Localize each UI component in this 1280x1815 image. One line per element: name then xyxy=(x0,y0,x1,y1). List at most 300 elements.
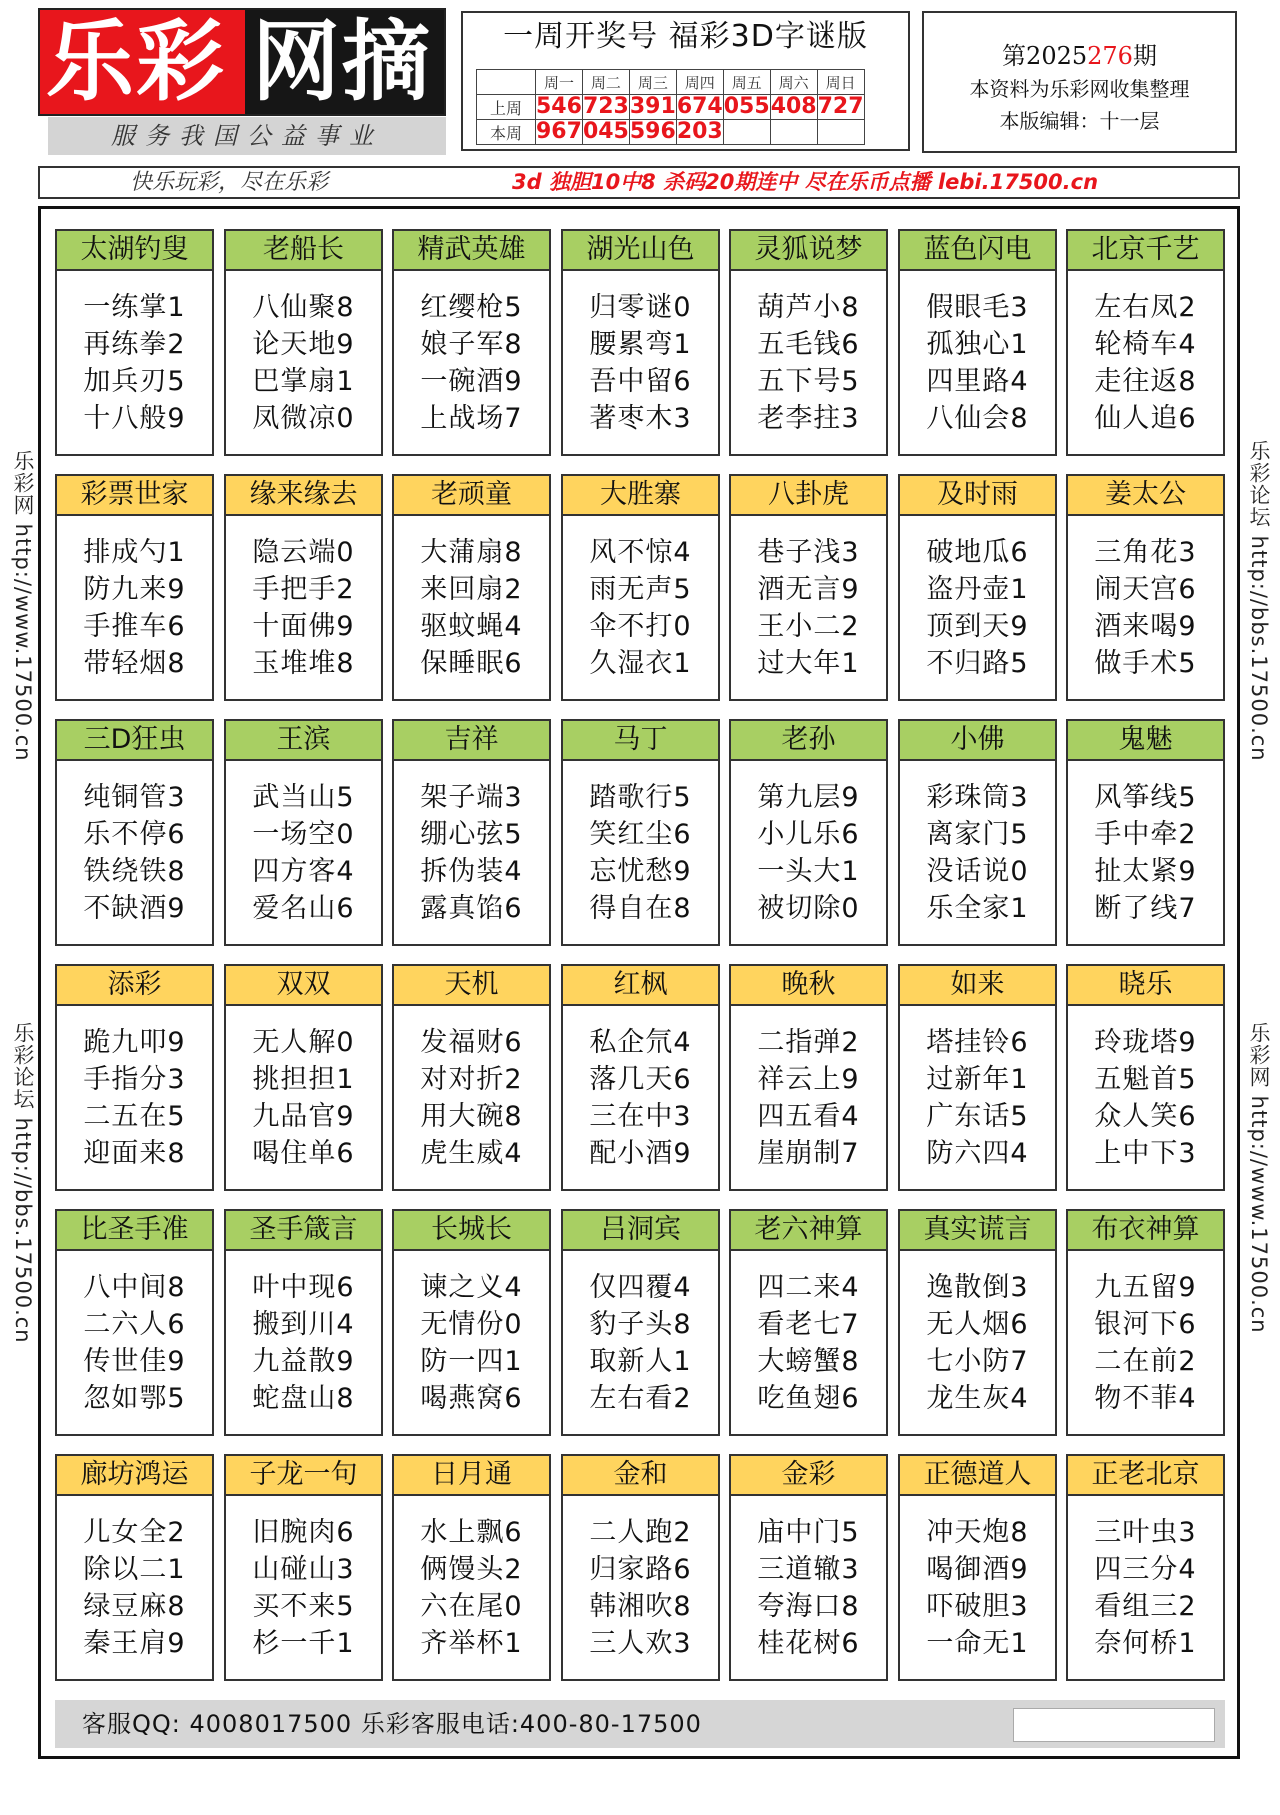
riddle-line: 排成勺1 xyxy=(83,537,186,568)
draw-number: 391 xyxy=(629,94,676,119)
riddle-line: 夸海口8 xyxy=(757,1591,860,1622)
puzzle-card xyxy=(729,474,888,701)
riddle-line: 轮椅车4 xyxy=(1094,329,1197,360)
riddle-line: 喝御酒9 xyxy=(926,1554,1029,1585)
card-riddle-lines xyxy=(394,1514,549,1662)
puzzle-card xyxy=(898,719,1057,946)
riddle-line: 无人解0 xyxy=(252,1027,355,1058)
card-riddle-lines xyxy=(57,1024,212,1172)
riddle-line: 一碗酒9 xyxy=(420,366,523,397)
card-author-title: 长城长 xyxy=(394,1211,549,1251)
riddle-line: 大蒲扇8 xyxy=(420,537,523,568)
card-author-title: 天机 xyxy=(394,966,549,1006)
riddle-line: 二在前2 xyxy=(1094,1346,1197,1377)
puzzle-card xyxy=(392,1454,551,1681)
riddle-line: 久湿衣1 xyxy=(589,648,692,679)
card-author-title: 八卦虎 xyxy=(731,476,886,516)
card-riddle-lines xyxy=(900,1514,1055,1662)
card-riddle-lines xyxy=(1068,289,1223,437)
draw-number: 727 xyxy=(817,94,864,119)
riddle-line: 假眼毛3 xyxy=(926,292,1029,323)
riddle-line: 搬到川4 xyxy=(252,1309,355,1340)
card-riddle-lines xyxy=(900,779,1055,927)
card-riddle-lines xyxy=(226,1024,381,1172)
riddle-line: 物不菲4 xyxy=(1094,1383,1197,1414)
riddle-line: 无情份0 xyxy=(420,1309,523,1340)
issue-number xyxy=(924,41,1235,71)
riddle-line: 八仙聚8 xyxy=(252,292,355,323)
riddle-line: 绿豆麻8 xyxy=(83,1591,186,1622)
riddle-line: 爱名山6 xyxy=(252,893,355,924)
riddle-line: 第九层9 xyxy=(757,782,860,813)
riddle-line: 用大碗8 xyxy=(420,1101,523,1132)
card-author-title: 精武英雄 xyxy=(394,231,549,271)
puzzle-row xyxy=(55,229,1225,463)
day-header: 周五 xyxy=(723,70,770,95)
riddle-line: 小儿乐6 xyxy=(757,819,860,850)
card-riddle-lines xyxy=(900,1269,1055,1417)
puzzle-card xyxy=(561,229,720,456)
riddle-line: 蛇盘山8 xyxy=(252,1383,355,1414)
puzzle-card xyxy=(224,474,383,701)
riddle-line: 孤独心1 xyxy=(926,329,1029,360)
riddle-line: 酒来喝9 xyxy=(1094,611,1197,642)
draw-number: 967 xyxy=(536,119,582,144)
puzzle-card xyxy=(392,719,551,946)
side-text-left-bottom: 乐彩论坛 http://bbs.17500.cn xyxy=(11,1022,35,1344)
day-header: 周一 xyxy=(536,70,583,95)
riddle-line: 雨无声5 xyxy=(589,574,692,605)
puzzle-card xyxy=(224,719,383,946)
logo-text-left: 乐彩 xyxy=(46,10,227,113)
riddle-line: 二六人6 xyxy=(83,1309,186,1340)
draw-number xyxy=(817,120,864,145)
card-riddle-lines xyxy=(57,534,212,682)
riddle-line: 落几天6 xyxy=(589,1064,692,1095)
card-riddle-lines xyxy=(563,534,718,682)
card-author-title: 大胜寨 xyxy=(563,476,718,516)
puzzle-card xyxy=(55,964,214,1191)
riddle-line: 四里路4 xyxy=(926,366,1029,397)
riddle-line: 盗丹壶1 xyxy=(926,574,1029,605)
riddle-line: 挑担担1 xyxy=(252,1064,355,1095)
row-label: 本周 xyxy=(477,120,536,145)
card-riddle-lines xyxy=(394,1269,549,1417)
issue-prefix: 第2025 xyxy=(1002,42,1088,70)
card-author-title: 北京千艺 xyxy=(1068,231,1223,271)
footer-contact: 客服QQ: 4008017500 乐彩客服电话:400-80-17500 xyxy=(82,1710,702,1738)
riddle-line: 伞不打0 xyxy=(589,611,692,642)
riddle-line: 三叶虫3 xyxy=(1094,1517,1197,1548)
card-riddle-lines xyxy=(226,1269,381,1417)
riddle-line: 带轻烟8 xyxy=(83,648,186,679)
puzzle-row xyxy=(55,1454,1225,1688)
puzzle-card xyxy=(561,474,720,701)
riddle-line: 韩湘吹8 xyxy=(589,1591,692,1622)
draw-number xyxy=(770,120,817,145)
puzzle-row xyxy=(55,964,1225,1198)
side-text-left-top: 乐彩网 http://www.17500.cn xyxy=(11,450,35,762)
puzzle-card xyxy=(561,964,720,1191)
riddle-line: 踏歌行5 xyxy=(589,782,692,813)
card-riddle-lines xyxy=(226,779,381,927)
card-riddle-lines xyxy=(1068,534,1223,682)
riddle-line: 秦王肩9 xyxy=(83,1628,186,1659)
riddle-line: 离家门5 xyxy=(926,819,1029,850)
card-riddle-lines xyxy=(1068,1269,1223,1417)
riddle-line: 乐全家1 xyxy=(926,893,1029,924)
riddle-line: 得自在8 xyxy=(589,893,692,924)
card-riddle-lines xyxy=(563,289,718,437)
card-author-title: 吉祥 xyxy=(394,721,549,761)
day-header: 周三 xyxy=(629,70,676,95)
riddle-line: 巴掌扇1 xyxy=(252,366,355,397)
riddle-line: 著枣木3 xyxy=(589,403,692,434)
riddle-line: 四方客4 xyxy=(252,856,355,887)
day-header: 周二 xyxy=(582,70,629,95)
riddle-line: 发福财6 xyxy=(420,1027,523,1058)
riddle-line: 做手术5 xyxy=(1094,648,1197,679)
riddle-line: 露真馅6 xyxy=(420,893,523,924)
card-author-title: 灵狐说梦 xyxy=(731,231,886,271)
card-riddle-lines xyxy=(57,1269,212,1417)
riddle-line: 乐不停6 xyxy=(83,819,186,850)
card-author-title: 金彩 xyxy=(731,1456,886,1496)
puzzle-card xyxy=(729,964,888,1191)
ticker-slogan: 快乐玩彩，尽在乐彩 xyxy=(130,170,329,195)
riddle-line: 庙中门5 xyxy=(757,1517,860,1548)
riddle-line: 儿女全2 xyxy=(83,1517,186,1548)
puzzle-card xyxy=(392,964,551,1191)
riddle-line: 上中下3 xyxy=(1094,1138,1197,1169)
riddle-line: 仅四覆4 xyxy=(589,1272,692,1303)
riddle-line: 巷子浅3 xyxy=(757,537,860,568)
card-author-title: 廊坊鸿运 xyxy=(57,1456,212,1496)
riddle-line: 被切除0 xyxy=(757,893,860,924)
riddle-line: 手把手2 xyxy=(252,574,355,605)
riddle-line: 顶到天9 xyxy=(926,611,1029,642)
riddle-line: 吓破胆3 xyxy=(926,1591,1029,1622)
riddle-line: 五下号5 xyxy=(757,366,860,397)
footer-bar xyxy=(55,1700,1225,1748)
riddle-line: 众人笑6 xyxy=(1094,1101,1197,1132)
riddle-line: 看组三2 xyxy=(1094,1591,1197,1622)
card-riddle-lines xyxy=(900,1024,1055,1172)
riddle-line: 手推车6 xyxy=(83,611,186,642)
riddle-line: 风筝线5 xyxy=(1094,782,1197,813)
draw-row-this-week xyxy=(477,120,865,145)
puzzle-card xyxy=(729,1209,888,1436)
riddle-line: 忽如鄂5 xyxy=(83,1383,186,1414)
riddle-line: 七小防7 xyxy=(926,1346,1029,1377)
riddle-line: 武当山5 xyxy=(252,782,355,813)
puzzle-row xyxy=(55,719,1225,953)
riddle-line: 俩馒头2 xyxy=(420,1554,523,1585)
issue-editor: 本版编辑：十一层 xyxy=(999,109,1160,133)
puzzle-card xyxy=(898,964,1057,1191)
riddle-line: 三道辙3 xyxy=(757,1554,860,1585)
draw-row-last-week xyxy=(477,95,865,120)
card-author-title: 马丁 xyxy=(563,721,718,761)
riddle-line: 驱蚊蝇4 xyxy=(420,611,523,642)
card-author-title: 金和 xyxy=(563,1456,718,1496)
card-riddle-lines xyxy=(563,1269,718,1417)
riddle-line: 逸散倒3 xyxy=(926,1272,1029,1303)
logo-text-right: 网摘 xyxy=(252,10,433,113)
day-header: 周四 xyxy=(676,70,723,95)
riddle-line: 奈何桥1 xyxy=(1094,1628,1197,1659)
riddle-line: 买不来5 xyxy=(252,1591,355,1622)
side-text-right-top: 乐彩论坛 http://bbs.17500.cn xyxy=(1247,440,1271,762)
card-riddle-lines xyxy=(731,1269,886,1417)
riddle-line: 过新年1 xyxy=(926,1064,1029,1095)
site-logo[interactable] xyxy=(38,8,446,116)
card-riddle-lines xyxy=(1068,779,1223,927)
riddle-line: 吾中留6 xyxy=(589,366,692,397)
card-author-title: 三D狂虫 xyxy=(57,721,212,761)
card-author-title: 双双 xyxy=(226,966,381,1006)
draw-number xyxy=(723,120,770,145)
card-author-title: 缘来缘去 xyxy=(226,476,381,516)
card-author-title: 布衣神算 xyxy=(1068,1211,1223,1251)
puzzle-card xyxy=(898,1209,1057,1436)
riddle-line: 葫芦小8 xyxy=(757,292,860,323)
riddle-line: 不缺酒9 xyxy=(83,893,186,924)
riddle-line: 跪九叩9 xyxy=(83,1027,186,1058)
riddle-line: 闹天宫6 xyxy=(1094,574,1197,605)
draw-number: 203 xyxy=(676,119,723,144)
card-author-title: 正德道人 xyxy=(900,1456,1055,1496)
side-text-right-bottom: 乐彩网 http://www.17500.cn xyxy=(1247,1022,1271,1334)
riddle-line: 五毛钱6 xyxy=(757,329,860,360)
card-author-title: 老顽童 xyxy=(394,476,549,516)
riddle-line: 绷心弦5 xyxy=(420,819,523,850)
draw-corner-cell xyxy=(477,70,536,95)
riddle-line: 大螃蟹8 xyxy=(757,1346,860,1377)
card-author-title: 太湖钓叟 xyxy=(57,231,212,271)
puzzle-card xyxy=(561,1209,720,1436)
puzzle-card xyxy=(1066,229,1225,456)
riddle-line: 四五看4 xyxy=(757,1101,860,1132)
card-riddle-lines xyxy=(57,779,212,927)
riddle-line: 取新人1 xyxy=(589,1346,692,1377)
riddle-line: 喝燕窝6 xyxy=(420,1383,523,1414)
riddle-line: 塔挂铃6 xyxy=(926,1027,1029,1058)
card-riddle-lines xyxy=(1068,1514,1223,1662)
riddle-line: 崖崩制7 xyxy=(757,1138,860,1169)
card-author-title: 添彩 xyxy=(57,966,212,1006)
puzzle-card xyxy=(392,229,551,456)
riddle-line: 六在尾0 xyxy=(420,1591,523,1622)
riddle-line: 论天地9 xyxy=(252,329,355,360)
riddle-line: 山碰山3 xyxy=(252,1554,355,1585)
riddle-line: 传世佳9 xyxy=(83,1346,186,1377)
card-author-title: 日月通 xyxy=(394,1456,549,1496)
card-riddle-lines xyxy=(226,1514,381,1662)
puzzle-card xyxy=(561,719,720,946)
riddle-line: 一头大1 xyxy=(757,856,860,887)
riddle-line: 防六四4 xyxy=(926,1138,1029,1169)
riddle-line: 纯铜管3 xyxy=(83,782,186,813)
card-riddle-lines xyxy=(394,534,549,682)
riddle-line: 八中间8 xyxy=(83,1272,186,1303)
riddle-line: 铁绕铁8 xyxy=(83,856,186,887)
riddle-line: 一命无1 xyxy=(926,1628,1029,1659)
card-riddle-lines xyxy=(900,289,1055,437)
riddle-line: 玲珑塔9 xyxy=(1094,1027,1197,1058)
puzzle-row xyxy=(55,474,1225,708)
riddle-line: 玉堆堆8 xyxy=(252,648,355,679)
puzzle-card xyxy=(55,719,214,946)
card-author-title: 真实谎言 xyxy=(900,1211,1055,1251)
card-riddle-lines xyxy=(731,1514,886,1662)
riddle-line: 吃鱼翅6 xyxy=(757,1383,860,1414)
card-riddle-lines xyxy=(563,1514,718,1662)
card-riddle-lines xyxy=(226,289,381,437)
draw-table xyxy=(476,69,865,145)
puzzle-card xyxy=(392,1209,551,1436)
card-riddle-lines xyxy=(1068,1024,1223,1172)
riddle-line: 走往返8 xyxy=(1094,366,1197,397)
card-author-title: 蓝色闪电 xyxy=(900,231,1055,271)
puzzle-row xyxy=(55,1209,1225,1443)
riddle-line: 扯太紧9 xyxy=(1094,856,1197,887)
draw-days-row xyxy=(477,70,865,95)
draw-number: 546 xyxy=(536,94,582,119)
card-author-title: 吕洞宾 xyxy=(563,1211,718,1251)
card-author-title: 晓乐 xyxy=(1068,966,1223,1006)
riddle-line: 老李拄3 xyxy=(757,403,860,434)
riddle-line: 九五留9 xyxy=(1094,1272,1197,1303)
riddle-line: 忘忧愁9 xyxy=(589,856,692,887)
riddle-line: 彩珠筒3 xyxy=(926,782,1029,813)
day-header: 周日 xyxy=(817,70,864,95)
riddle-line: 桂花树6 xyxy=(757,1628,860,1659)
riddle-line: 防九来9 xyxy=(83,574,186,605)
puzzle-card xyxy=(898,474,1057,701)
ticker-bar xyxy=(38,166,1240,199)
draw-number: 055 xyxy=(723,94,770,119)
puzzle-card xyxy=(55,1454,214,1681)
card-author-title: 王滨 xyxy=(226,721,381,761)
riddle-line: 手指分3 xyxy=(83,1064,186,1095)
card-author-title: 比圣手准 xyxy=(57,1211,212,1251)
riddle-line: 四三分4 xyxy=(1094,1554,1197,1585)
puzzle-card xyxy=(729,719,888,946)
card-riddle-lines xyxy=(394,289,549,437)
issue-panel xyxy=(922,11,1237,153)
riddle-line: 风不惊4 xyxy=(589,537,692,568)
card-author-title: 小佛 xyxy=(900,721,1055,761)
riddle-line: 齐举杯1 xyxy=(420,1628,523,1659)
puzzle-card xyxy=(1066,719,1225,946)
riddle-line: 王小二2 xyxy=(757,611,860,642)
card-author-title: 老孙 xyxy=(731,721,886,761)
riddle-line: 迎面来8 xyxy=(83,1138,186,1169)
riddle-line: 九品官9 xyxy=(252,1101,355,1132)
card-riddle-lines xyxy=(731,289,886,437)
draw-number: 596 xyxy=(629,119,676,144)
puzzle-card xyxy=(729,1454,888,1681)
riddle-line: 二五在5 xyxy=(83,1101,186,1132)
card-author-title: 正老北京 xyxy=(1068,1456,1223,1496)
riddle-line: 断了线7 xyxy=(1094,893,1197,924)
footer-blank-box xyxy=(1013,1708,1215,1742)
riddle-line: 左右凤2 xyxy=(1094,292,1197,323)
card-riddle-lines xyxy=(731,779,886,927)
riddle-line: 龙生灰4 xyxy=(926,1383,1029,1414)
riddle-line: 三人欢3 xyxy=(589,1628,692,1659)
card-riddle-lines xyxy=(57,289,212,437)
card-author-title: 如来 xyxy=(900,966,1055,1006)
day-header: 周六 xyxy=(770,70,817,95)
riddle-line: 虎生威4 xyxy=(420,1138,523,1169)
riddle-line: 冲天炮8 xyxy=(926,1517,1029,1548)
draw-number: 723 xyxy=(582,94,629,119)
puzzle-card xyxy=(224,964,383,1191)
riddle-line: 架子端3 xyxy=(420,782,523,813)
card-riddle-lines xyxy=(900,534,1055,682)
riddle-line: 左右看2 xyxy=(589,1383,692,1414)
riddle-line: 手中牵2 xyxy=(1094,819,1197,850)
card-author-title: 子龙一句 xyxy=(226,1456,381,1496)
riddle-line: 防一四1 xyxy=(420,1346,523,1377)
card-author-title: 姜太公 xyxy=(1068,476,1223,516)
riddle-line: 归零谜0 xyxy=(589,292,692,323)
card-author-title: 圣手箴言 xyxy=(226,1211,381,1251)
ticker-promo-link[interactable]: 3d 独胆10中8 杀码20期连中 尽在乐币点播 lebi.17500.cn xyxy=(512,170,1099,194)
card-author-title: 红枫 xyxy=(563,966,718,1006)
riddle-line: 银河下6 xyxy=(1094,1309,1197,1340)
puzzle-card xyxy=(55,1209,214,1436)
riddle-line: 除以二1 xyxy=(83,1554,186,1585)
card-author-title: 晚秋 xyxy=(731,966,886,1006)
puzzle-card xyxy=(729,229,888,456)
puzzle-card xyxy=(1066,474,1225,701)
puzzle-card xyxy=(561,1454,720,1681)
issue-note: 本资料为乐彩网收集整理 xyxy=(969,77,1190,101)
riddle-line: 过大年1 xyxy=(757,648,860,679)
riddle-line: 四二来4 xyxy=(757,1272,860,1303)
card-riddle-lines xyxy=(731,1024,886,1172)
riddle-line: 隐云端0 xyxy=(252,537,355,568)
riddle-line: 看老七7 xyxy=(757,1309,860,1340)
riddle-line: 十八般9 xyxy=(83,403,186,434)
riddle-line: 拆伪装4 xyxy=(420,856,523,887)
riddle-line: 八仙会8 xyxy=(926,403,1029,434)
riddle-line: 来回扇2 xyxy=(420,574,523,605)
row-label: 上周 xyxy=(477,95,536,120)
riddle-line: 杉一千1 xyxy=(252,1628,355,1659)
riddle-line: 凤微凉0 xyxy=(252,403,355,434)
riddle-line: 归家路6 xyxy=(589,1554,692,1585)
puzzle-card xyxy=(1066,1454,1225,1681)
riddle-line: 三在中3 xyxy=(589,1101,692,1132)
issue-number-red: 276 xyxy=(1087,42,1133,70)
puzzle-card xyxy=(224,229,383,456)
card-riddle-lines xyxy=(394,779,549,927)
puzzle-card xyxy=(898,229,1057,456)
riddle-line: 豹子头8 xyxy=(589,1309,692,1340)
puzzle-card xyxy=(224,1454,383,1681)
puzzle-card xyxy=(1066,1209,1225,1436)
card-riddle-lines xyxy=(731,534,886,682)
riddle-line: 三角花3 xyxy=(1094,537,1197,568)
riddle-line: 二指弹2 xyxy=(757,1027,860,1058)
puzzle-card xyxy=(392,474,551,701)
riddle-line: 破地瓜6 xyxy=(926,537,1029,568)
puzzle-card xyxy=(55,229,214,456)
